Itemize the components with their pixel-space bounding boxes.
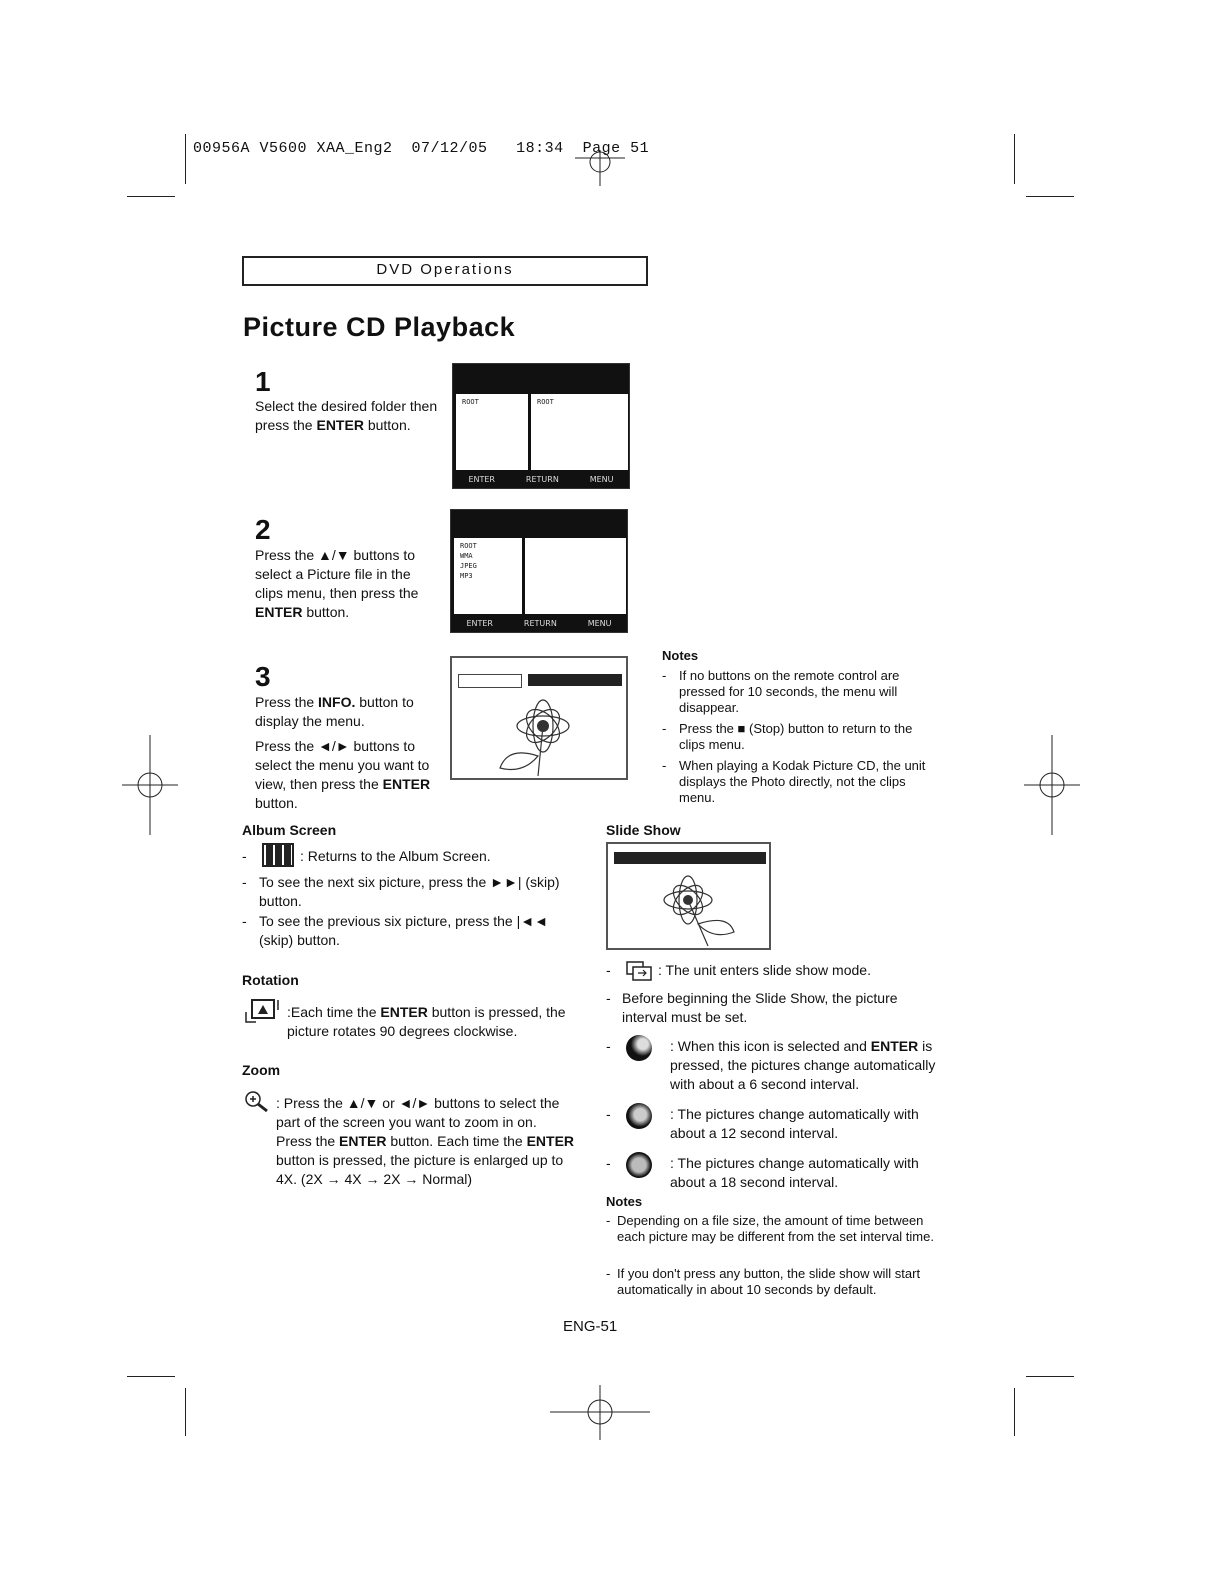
album-bullet: - To see the previous six picture, press the |◄◄ (skip) button. bbox=[242, 913, 548, 948]
interval-18s-icon bbox=[626, 1152, 652, 1178]
picture-with-menu-screenshot bbox=[450, 656, 628, 780]
screen-folder-item: ROOT bbox=[460, 542, 477, 550]
note-item: - Depending on a file size, the amount of time between each picture may be different from the set interval time. bbox=[606, 1213, 934, 1244]
slide-show-bullet: - : When this icon is selected and ENTER is pressed, the pictures change automatically with about a 6 second interval. bbox=[606, 1037, 946, 1094]
registration-mark-icon bbox=[1024, 735, 1080, 835]
note-item: - Press the ■ (Stop) button to return to the clips menu. bbox=[662, 721, 913, 752]
crop-mark bbox=[185, 134, 186, 184]
slide-show-screenshot bbox=[606, 842, 771, 950]
page-number: ENG-51 bbox=[563, 1318, 618, 1335]
flower-picture-icon bbox=[638, 862, 738, 948]
crop-mark bbox=[1014, 134, 1015, 184]
crop-mark bbox=[1014, 1388, 1015, 1436]
screen-folder-item: ROOT bbox=[462, 398, 479, 406]
step-number: 2 bbox=[255, 514, 271, 545]
folder-menu-screenshot bbox=[452, 363, 630, 489]
crop-mark bbox=[185, 1388, 186, 1436]
interval-12s-icon bbox=[626, 1103, 652, 1129]
rotation-heading: Rotation bbox=[242, 972, 299, 988]
slide-show-bullet: - : The pictures change automatically with about a 18 second interval. bbox=[606, 1154, 946, 1192]
section-header-box bbox=[242, 256, 648, 286]
zoom-magnifier-icon bbox=[244, 1090, 270, 1114]
screen-pane bbox=[456, 394, 528, 470]
screen-folder-item: JPEG bbox=[460, 562, 477, 570]
step-number: 1 bbox=[255, 366, 271, 397]
slide-show-bullet: - : The pictures change automatically with about a 12 second interval. bbox=[606, 1105, 946, 1143]
album-grid-icon bbox=[262, 843, 294, 867]
screen-folder-item: MP3 bbox=[460, 572, 473, 580]
print-time: 18:34 bbox=[516, 140, 564, 157]
step-text: Press the ◄/► buttons to select the menu you want to view, then press the ENTER button. bbox=[255, 738, 431, 811]
step-text: Press the INFO. button to display the menu. bbox=[255, 694, 414, 729]
screen-pane bbox=[454, 538, 522, 614]
step-text: Press the ▲/▼ buttons to select a Picture file in the clips menu, then press the ENTER button. bbox=[255, 547, 419, 620]
flower-picture-icon bbox=[488, 686, 598, 778]
page-title: Picture CD Playback bbox=[243, 312, 516, 342]
screen-pane bbox=[531, 394, 628, 470]
screen-button-bar: ENTER RETURN MENU bbox=[453, 470, 629, 488]
notes-heading: Notes bbox=[662, 648, 699, 663]
zoom-heading: Zoom bbox=[242, 1062, 281, 1078]
crop-mark bbox=[1026, 196, 1074, 197]
crop-mark bbox=[127, 1376, 175, 1377]
album-bullet: - To see the next six picture, press the ►►| (skip) button. bbox=[242, 874, 560, 909]
slide-show-heading: Slide Show bbox=[606, 822, 681, 838]
section-title: DVD Operations bbox=[376, 261, 514, 278]
print-page-number: 51 bbox=[630, 140, 650, 157]
interval-6s-icon bbox=[626, 1035, 652, 1061]
step-text: Select the desired folder then press the ENTER button. bbox=[255, 398, 438, 433]
crop-mark bbox=[127, 196, 175, 197]
picture-menu-bar bbox=[528, 674, 622, 686]
note-item: - If you don't press any button, the slide show will start automatically in about 10 seconds by default. bbox=[606, 1266, 921, 1297]
rotation-text: :Each time the ENTER button is pressed, the picture rotates 90 degrees clockwise. bbox=[287, 1004, 566, 1039]
zoom-text: : Press the ▲/▼ or ◄/► buttons to select the part of the screen you want to zoom in on. Press the ENTER button. Each time the ENTER button is pressed, the picture is enlarged up to 4X. (2X → 4X → 2X → Normal) bbox=[276, 1095, 575, 1187]
print-date: 07/12/05 bbox=[411, 140, 488, 157]
screen-button-bar: ENTER RETURN MENU bbox=[451, 614, 627, 632]
step-number: 3 bbox=[255, 661, 271, 692]
album-screen-heading: Album Screen bbox=[242, 822, 337, 838]
registration-mark-icon bbox=[122, 735, 178, 835]
slide-show-icon bbox=[626, 961, 656, 983]
screen-folder-item: WMA bbox=[460, 552, 473, 560]
clips-menu-screenshot bbox=[450, 509, 628, 633]
crop-mark bbox=[1026, 1376, 1074, 1377]
rotate-icon bbox=[242, 998, 288, 1026]
note-item: - When playing a Kodak Picture CD, the unit displays the Photo directly, not the clips menu. bbox=[662, 758, 926, 805]
notes-heading: Notes bbox=[606, 1194, 643, 1209]
print-page-label: Page bbox=[582, 140, 621, 157]
slide-show-bullet: - Before beginning the Slide Show, the picture interval must be set. bbox=[606, 990, 898, 1025]
print-header bbox=[193, 140, 649, 157]
note-item: - If no buttons on the remote control are pressed for 10 seconds, the menu will disappear. bbox=[662, 668, 900, 715]
registration-mark-icon bbox=[550, 1385, 650, 1440]
screen-folder-item: ROOT bbox=[537, 398, 554, 406]
print-job-name: 00956A V5600 XAA_Eng2 bbox=[193, 140, 393, 157]
screen-pane bbox=[525, 538, 626, 614]
